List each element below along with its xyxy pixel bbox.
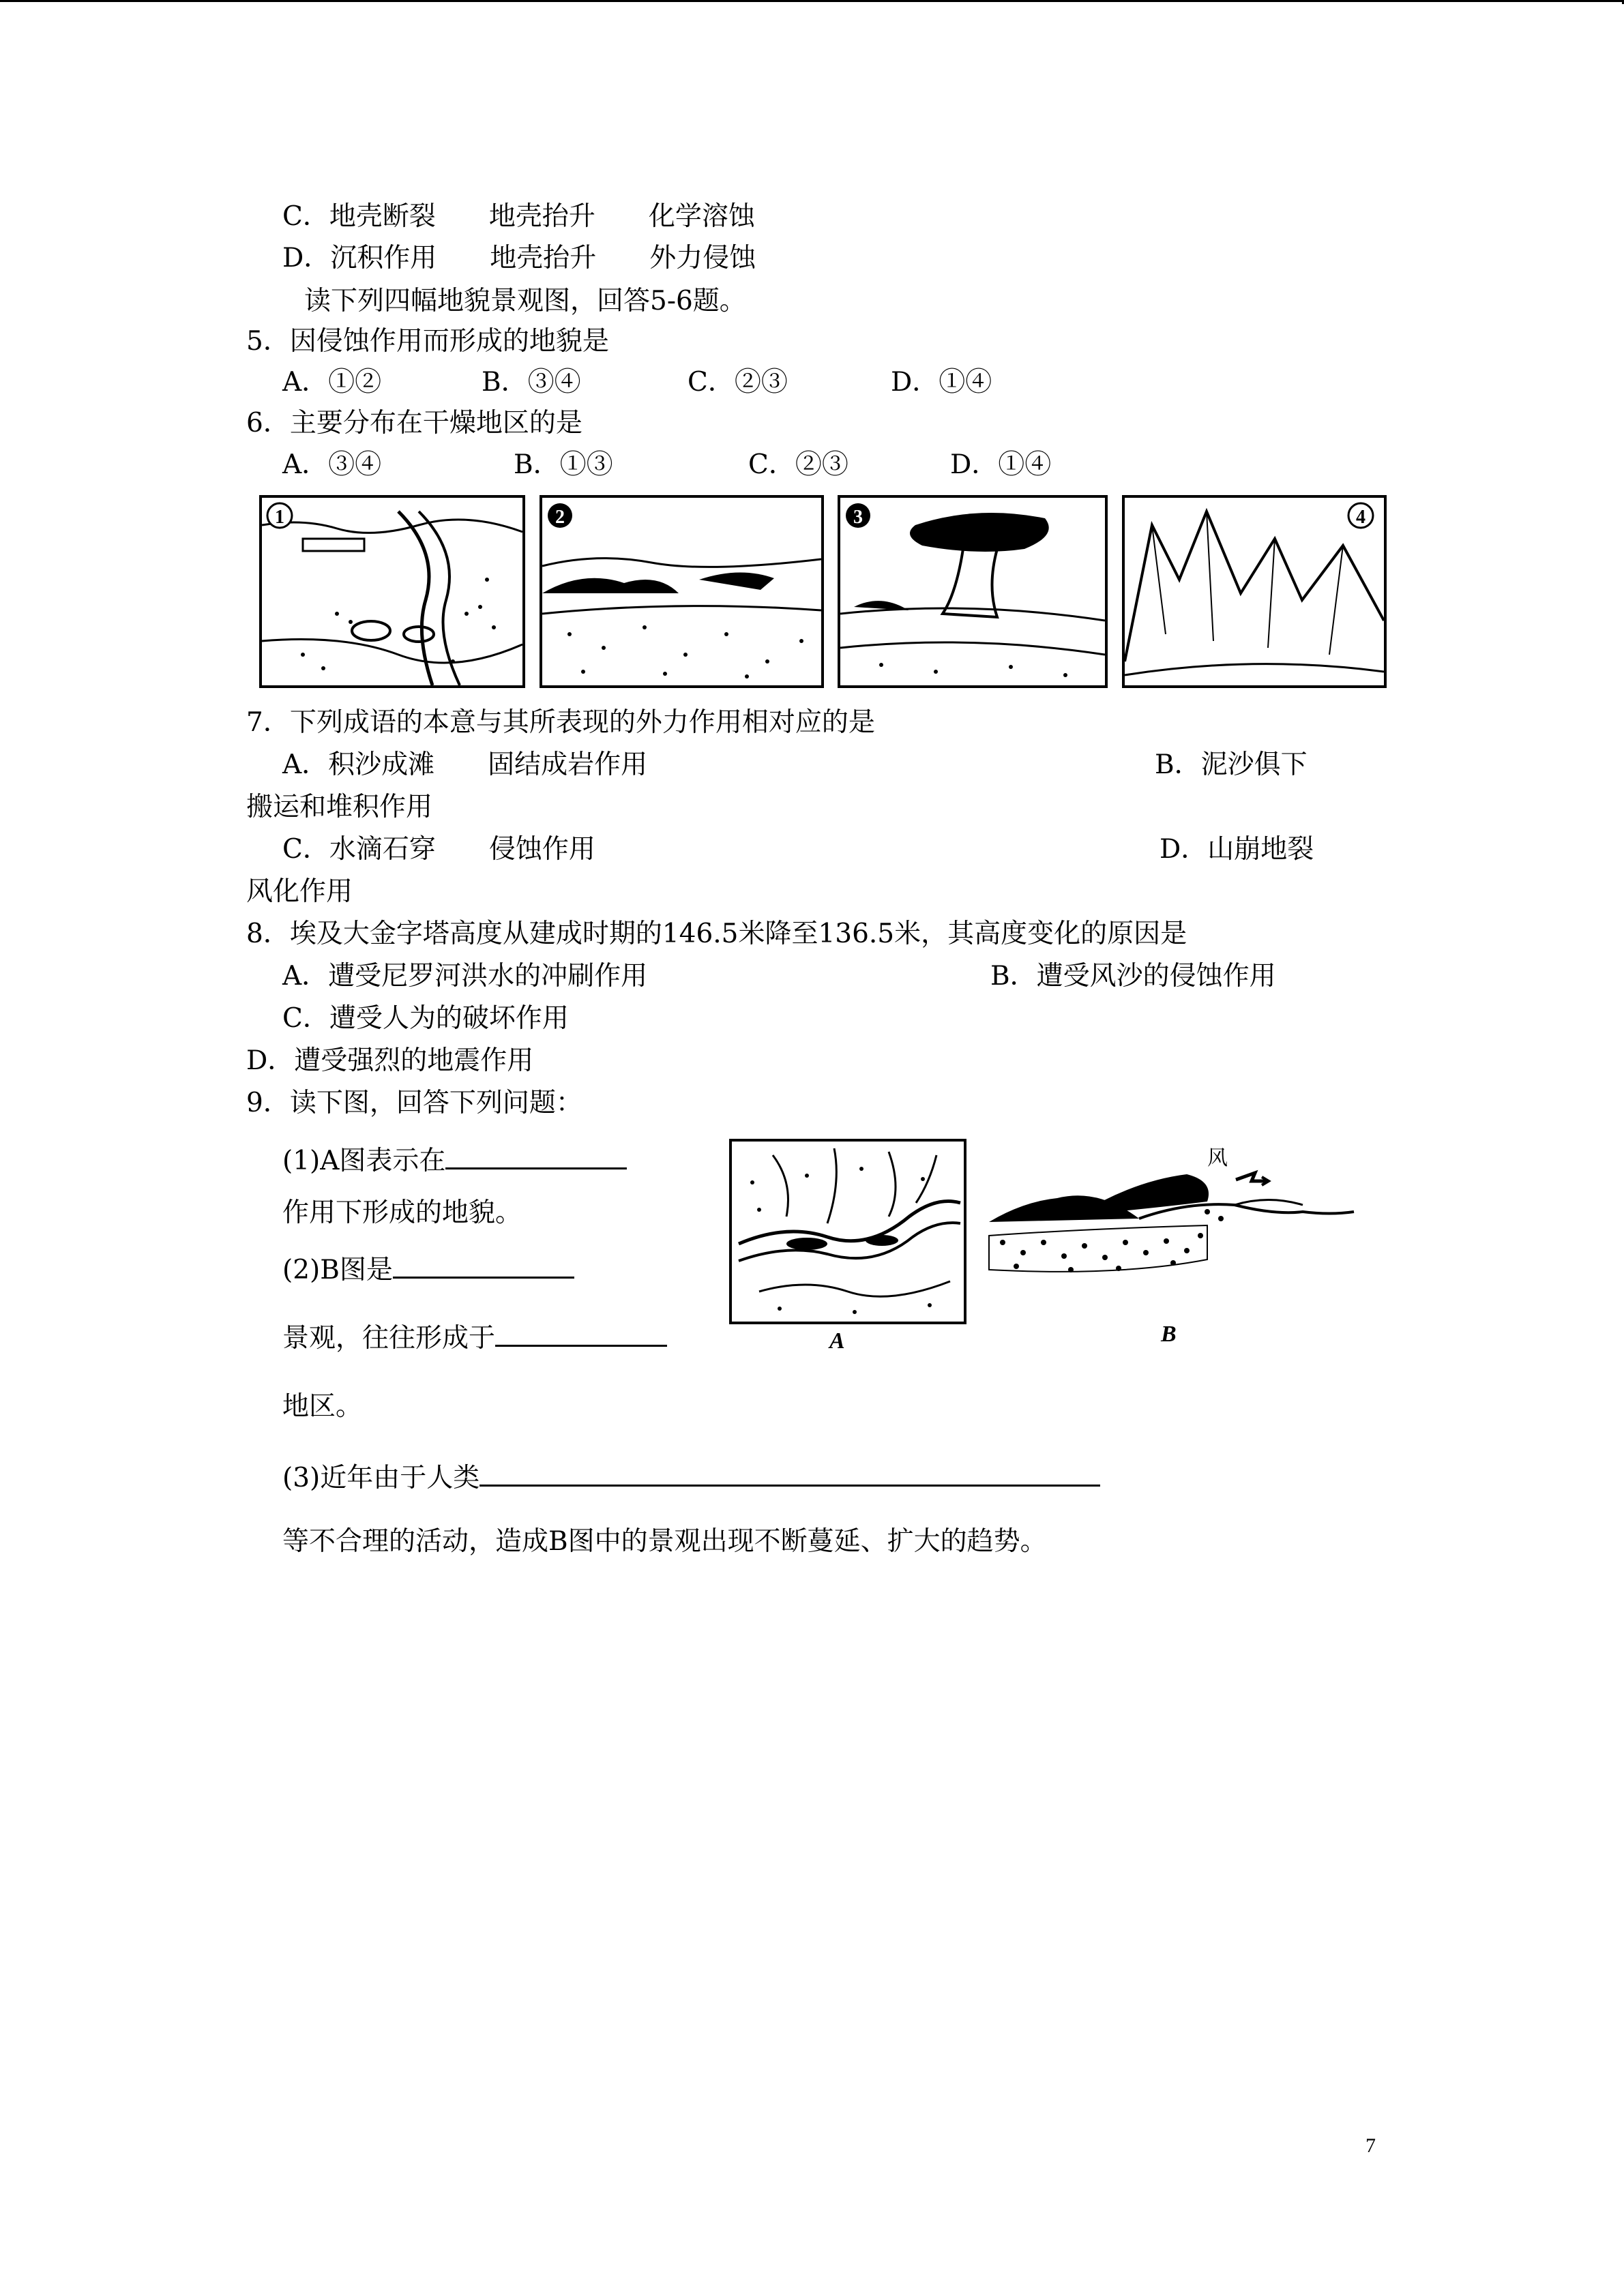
q7-stem: 7．下列成语的本意与其所表现的外力作用相对应的是: [246, 707, 875, 738]
q7-option-d: D．山崩地裂: [1160, 834, 1314, 865]
landform-figure-2: [540, 495, 824, 688]
intro-5-6: 读下列四幅地貌景观图，回答5-6题。: [304, 286, 746, 316]
q9-part1: [282, 1144, 627, 1174]
figure-a-drainage: [729, 1139, 966, 1324]
q7-option-a: A．积沙成滩 固结成岩作用: [282, 749, 648, 780]
svg-text:3: 3: [853, 507, 863, 528]
page-number: 7: [1365, 2134, 1376, 2157]
q4-option-d: D．沉积作用 地壳抬升 外力侵蚀: [282, 243, 756, 273]
q7-option-d-cont: 风化作用: [246, 876, 353, 907]
svg-text:4: 4: [1356, 507, 1365, 528]
landform-figure-3: [838, 495, 1108, 688]
figure-b-wind-label: 风: [1207, 1146, 1228, 1170]
q8-option-b: B．遭受风沙的侵蚀作用: [990, 961, 1276, 992]
q6-stem: 6．主要分布在干燥地区的是: [246, 408, 582, 438]
q4-option-c: C．地壳断裂 地壳抬升 化学溶蚀: [282, 201, 755, 232]
q6-option-b: B．①③: [514, 449, 613, 480]
q6-option-d: D．①④: [950, 449, 1052, 480]
q7-option-c: C．水滴石穿 侵蚀作用: [282, 834, 595, 865]
q9-part2-prompt: (2)B图是: [282, 1255, 393, 1285]
figure-b-dunes: [982, 1140, 1361, 1293]
q8-stem: 8．埃及大金字塔高度从建成时期的146.5米降至136.5米，其高度变化的原因是: [246, 919, 1187, 949]
q9-part2-cont: [282, 1322, 667, 1352]
q9-part2-mid: 景观，往往形成于: [282, 1323, 496, 1354]
q5-option-c: C．②③: [688, 367, 788, 398]
landform-figure-1: [259, 495, 525, 688]
q8-option-d: D．遭受强烈的地震作用: [246, 1045, 534, 1076]
q9-part3-cont: 等不合理的活动，造成B图中的景观出现不断蔓延、扩大的趋势。: [282, 1526, 1047, 1557]
q5-stem: 5．因侵蚀作用而形成的地貌是: [246, 326, 609, 357]
q9-stem: 9．读下图，回答下列问题：: [246, 1088, 582, 1118]
q8-option-a: A．遭受尼罗河洪水的冲刷作用: [282, 961, 648, 992]
q9-part3-prompt: (3)近年由于人类: [282, 1463, 480, 1493]
q9-part3: [282, 1461, 1100, 1491]
q5-option-b: B．③④: [482, 367, 581, 398]
figure-a-label: A: [829, 1328, 845, 1354]
q7-option-b: B．泥沙俱下: [1155, 749, 1308, 780]
q6-option-a: A．③④: [282, 449, 382, 480]
q9-part1-prompt: (1)A图表示在: [282, 1146, 446, 1176]
q9-part2-blank-a[interactable]: [393, 1253, 574, 1279]
q9-part2-blank-b[interactable]: [495, 1322, 667, 1347]
q9-part3-blank[interactable]: [479, 1461, 1100, 1487]
q9-part2: [282, 1253, 574, 1283]
landform-figure-4: [1122, 495, 1387, 688]
figure-b-label: B: [1161, 1322, 1177, 1347]
svg-text:1: 1: [275, 507, 284, 528]
q8-option-c: C．遭受人为的破坏作用: [282, 1003, 569, 1034]
q5-option-d: D．①④: [891, 367, 992, 398]
q9-part1-cont: 作用下形成的地貌。: [282, 1197, 522, 1228]
q9-part2-end: 地区。: [282, 1391, 363, 1422]
svg-text:2: 2: [555, 507, 565, 528]
q7-option-b-cont: 搬运和堆积作用: [246, 792, 433, 822]
page-top-border: [0, 0, 1624, 2]
q6-option-c: C．②③: [748, 449, 848, 480]
q9-part1-blank[interactable]: [445, 1144, 627, 1169]
q5-option-a: A．①②: [282, 367, 382, 398]
